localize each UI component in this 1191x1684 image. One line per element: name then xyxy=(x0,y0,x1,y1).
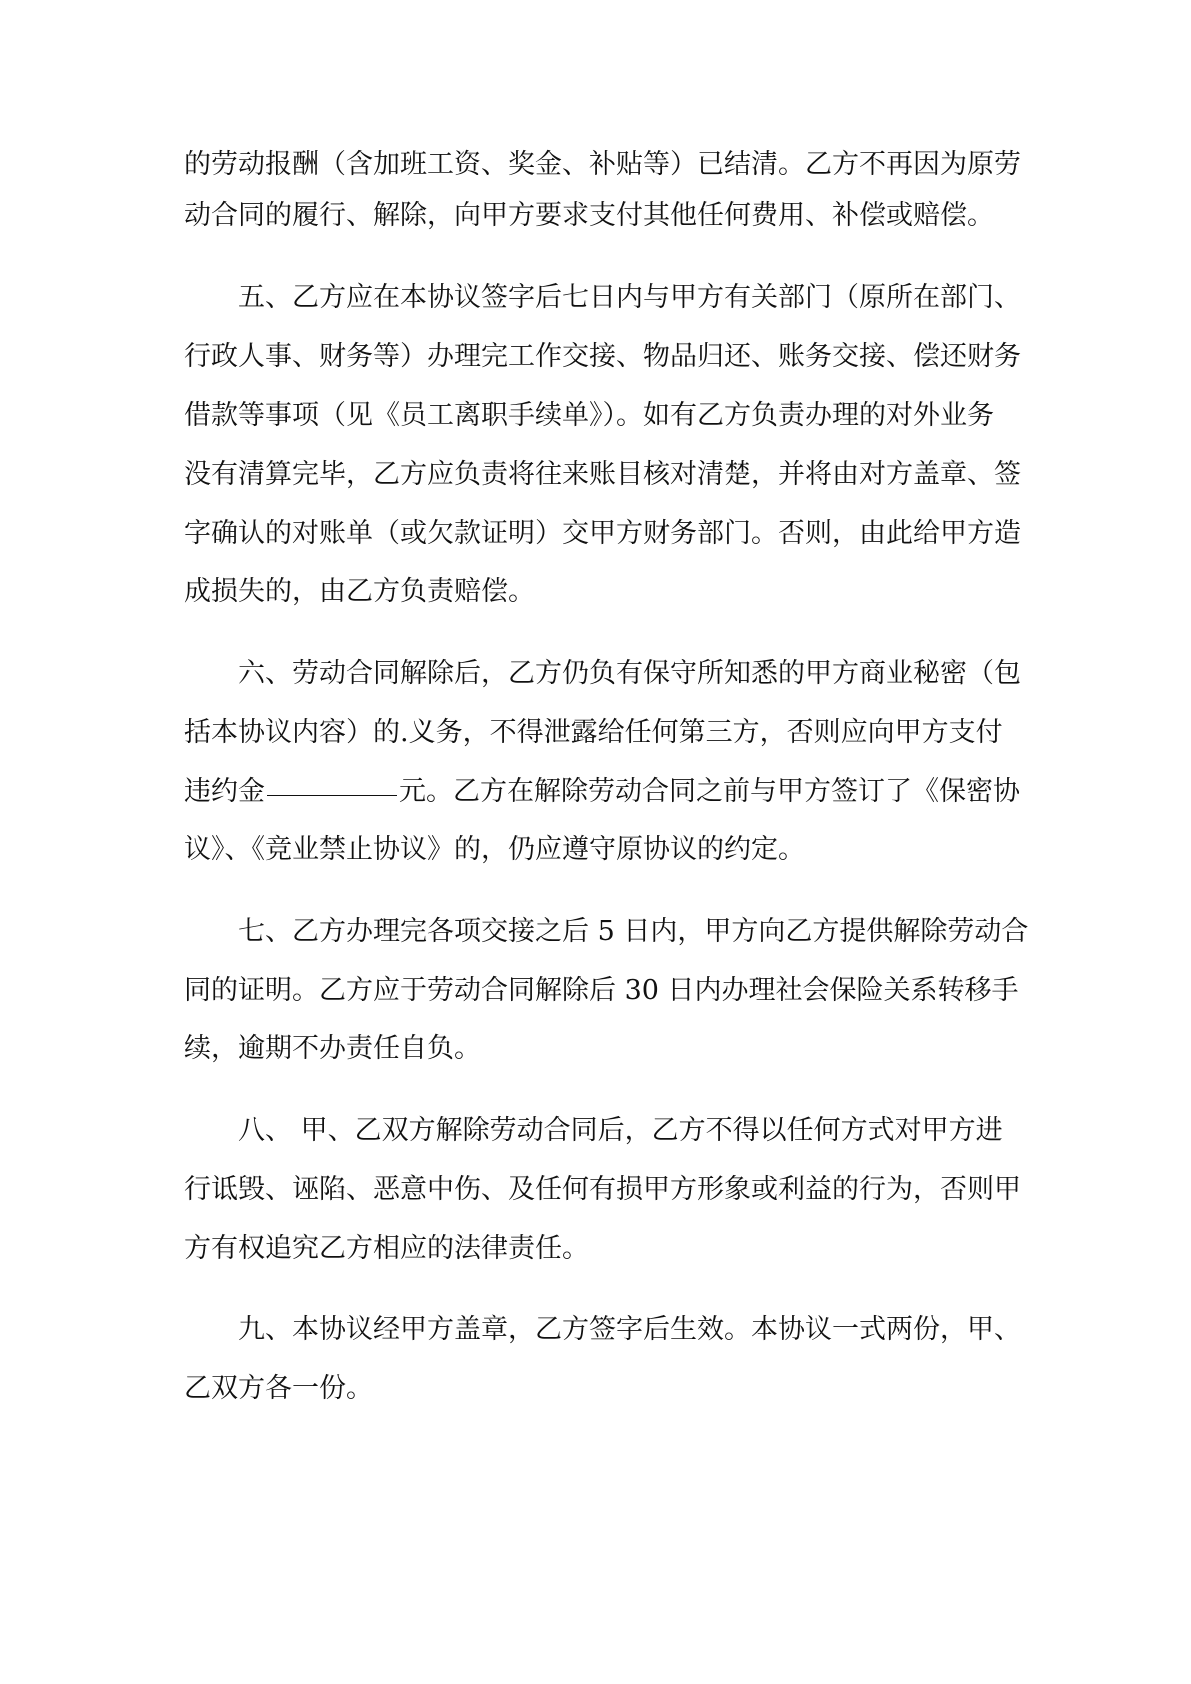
text-line: 续，逾期不办责任自负。 xyxy=(184,1033,481,1064)
penalty-amount-blank xyxy=(267,794,397,796)
text-line: 方有权追究乙方相应的法律责任。 xyxy=(184,1233,589,1264)
text-segment: 违约金 xyxy=(184,776,265,807)
text-line: 议》、《竞业禁止协议》的，仍应遵守原协议的约定。 xyxy=(184,834,805,865)
text-line: 五、乙方应在本协议签字后七日内与甲方有关部门（原所在部门、 xyxy=(238,282,1021,313)
text-line: 同的证明。乙方应于劳动合同解除后 30 日内办理社会保险关系转移手 xyxy=(184,975,1019,1006)
text-line: 动合同的履行、解除，向甲方要求支付其他任何费用、补偿或赔偿。 xyxy=(184,200,994,231)
text-line: 乙双方各一份。 xyxy=(184,1373,373,1404)
text-line-with-blank xyxy=(184,774,1020,810)
text-line: 行政人事、财务等）办理完工作交接、物品归还、账务交接、偿还财务 xyxy=(184,341,1021,372)
text-line: 的劳动报酬（含加班工资、奖金、补贴等）已结清。乙方不再因为原劳 xyxy=(184,149,1021,180)
text-line: 字确认的对账单（或欠款证明）交甲方财务部门。否则，由此给甲方造 xyxy=(184,518,1021,549)
text-line: 七、乙方办理完各项交接之后 5 日内，甲方向乙方提供解除劳动合 xyxy=(238,916,1029,947)
text-line: 没有清算完毕，乙方应负责将往来账目核对清楚，并将由对方盖章、签 xyxy=(184,459,1021,490)
text-line: 括本协议内容）的.义务，不得泄露给任何第三方，否则应向甲方支付 xyxy=(184,717,1003,748)
text-segment: 元。乙方在解除劳动合同之前与甲方签订了《保密协 xyxy=(399,776,1020,807)
text-line: 六、劳动合同解除后，乙方仍负有保守所知悉的甲方商业秘密（包 xyxy=(238,658,1021,689)
text-line: 八、 甲、乙双方解除劳动合同后，乙方不得以任何方式对甲方进 xyxy=(238,1115,1003,1146)
text-line: 九、本协议经甲方盖章，乙方签字后生效。本协议一式两份，甲、 xyxy=(238,1314,1021,1345)
text-line: 行诋毁、诬陷、恶意中伤、及任何有损甲方形象或利益的行为，否则甲 xyxy=(184,1174,1021,1205)
text-line: 借款等事项（见《员工离职手续单》）。如有乙方负责办理的对外业务 xyxy=(184,400,994,431)
text-line: 成损失的，由乙方负责赔偿。 xyxy=(184,576,535,607)
